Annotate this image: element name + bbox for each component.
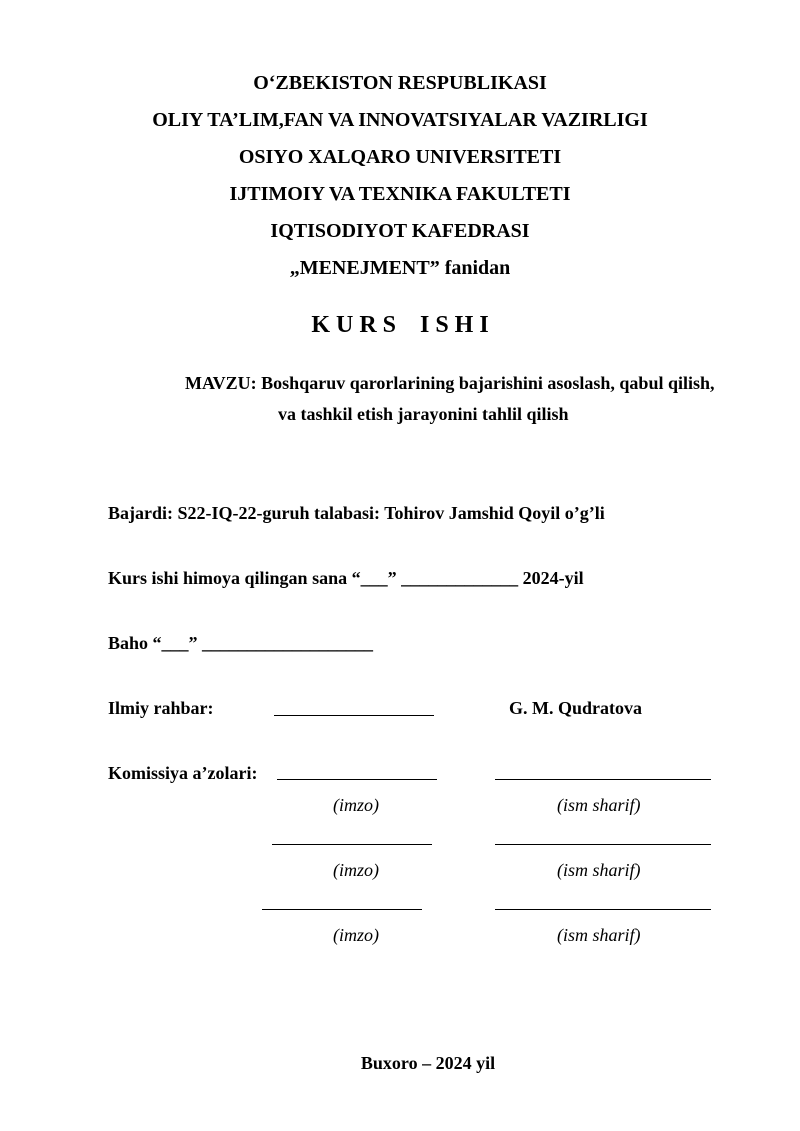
name-caption-2: (ism sharif) bbox=[557, 860, 641, 880]
signature-caption-1: (imzo) bbox=[333, 795, 379, 815]
name-line-1 bbox=[495, 779, 711, 780]
signature-line-1 bbox=[277, 779, 437, 780]
university-name: OSIYO XALQARO UNIVERSITETI bbox=[238, 146, 562, 168]
document-title: K U R S I S H I bbox=[311, 312, 489, 338]
defense-date-field: Kurs ishi himoya qilingan sana “___” _____________ 2024-yil bbox=[108, 568, 584, 588]
signature-line-3 bbox=[262, 909, 422, 910]
city-year: Buxoro – 2024 yil bbox=[360, 1053, 496, 1073]
advisor-signature-line bbox=[274, 715, 434, 716]
name-caption-1: (ism sharif) bbox=[557, 795, 641, 815]
name-line-2 bbox=[495, 844, 711, 845]
department-name: IQTISODIYOT KAFEDRASI bbox=[270, 220, 530, 242]
subject-name: „MENEJMENT” fanidan bbox=[289, 257, 511, 279]
advisor-label: Ilmiy rahbar: bbox=[108, 698, 214, 718]
signature-caption-3: (imzo) bbox=[333, 925, 379, 945]
performed-by: Bajardi: S22-IQ-22-guruh talabasi: Tohirov Jamshid Qoyil o’g’li bbox=[108, 503, 605, 523]
topic-line-2: va tashkil etish jarayonini tahlil qilish bbox=[278, 404, 569, 424]
name-caption-3: (ism sharif) bbox=[557, 925, 641, 945]
signature-line-2 bbox=[272, 844, 432, 845]
topic-line-1: MAVZU: Boshqaruv qarorlarining bajarishini asoslash, qabul qilish, bbox=[185, 373, 715, 393]
ministry-name: OLIY TA’LIM,FAN VA INNOVATSIYALAR VAZIRLIGI bbox=[152, 109, 648, 131]
signature-caption-2: (imzo) bbox=[333, 860, 379, 880]
advisor-name: G. M. Qudratova bbox=[509, 698, 642, 718]
grade-field: Baho “___” ___________________ bbox=[108, 633, 374, 653]
name-line-3 bbox=[495, 909, 711, 910]
ministry-country: O‘ZBEKISTON RESPUBLIKASI bbox=[253, 72, 547, 94]
commission-label: Komissiya a’zolari: bbox=[108, 763, 258, 783]
faculty-name: IJTIMOIY VA TEXNIKA FAKULTETI bbox=[229, 183, 571, 205]
